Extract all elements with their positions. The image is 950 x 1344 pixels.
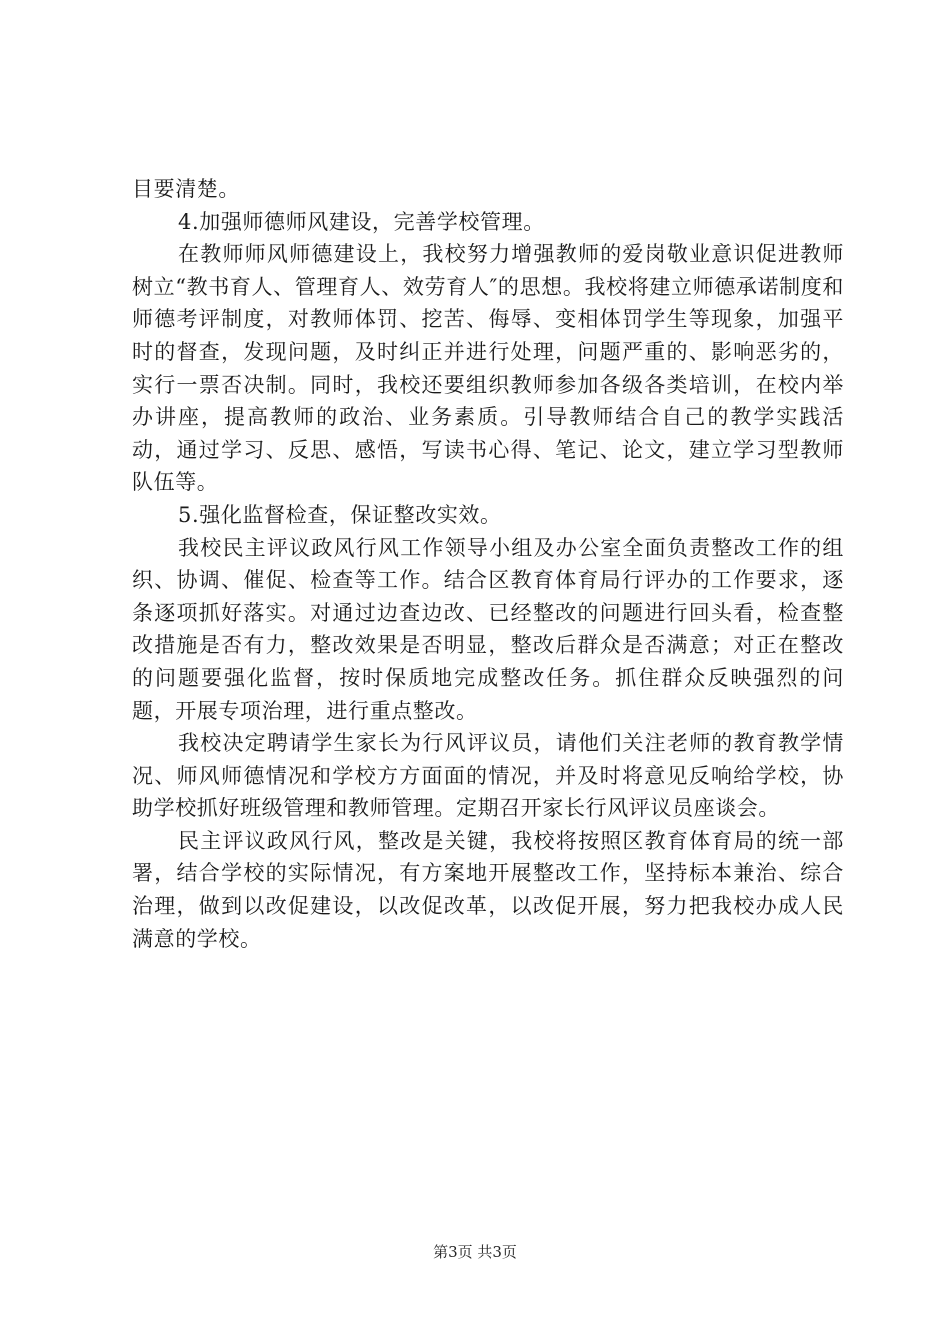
section-heading-4: 4.加强师德师风建设，完善学校管理。 bbox=[178, 209, 545, 234]
paragraph-supervision: 我校民主评议政风行风工作领导小组及办公室全面负责整改工作的组织、协调、催促、检查等工作。结合区教育体育局行评办的工作要求，逐条逐项抓好落实。对通过边查边改、已经整改的问题进行回头看，检查整改措施是否有力，整改效果是否明显，整改后群众是否满意；对正在整改的问题要强化监督，按时保质地完成整改任务。抓住群众反映强烈的问题，开展专项治理，进行重点整改。 bbox=[132, 535, 844, 723]
document-body bbox=[132, 173, 844, 955]
paragraph-conclusion: 民主评议政风行风，整改是关键，我校将按照区教育体育局的统一部署，结合学校的实际情况，有方案地开展整改工作，坚持标本兼治、综合治理，做到以改促建设，以改促改革，以改促开展，努力把我校办成人民满意的学校。 bbox=[132, 828, 844, 951]
paragraph-parent-reviewers: 我校决定聘请学生家长为行风评议员，请他们关注老师的教育教学情况、师风师德情况和学校方方面面的情况，并及时将意见反响给学校，协助学校抓好班级管理和教师管理。定期召开家长行风评议员座谈会。 bbox=[132, 731, 844, 821]
paragraph-teacher-ethics: 在教师师风师德建设上，我校努力增强教师的爱岗敬业意识促进教师树立“教书育人、管理育人、效劳育人″的思想。我校将建立师德承诺制度和师德考评制度，对教师体罚、挖苦、侮辱、变相体罚学生等现象，加强平时的督查，发现问题，及时纠正并进行处理，问题严重的、影响恶劣的，实行一票否决制。同时，我校还要组织教师参加各级各类培训，在校内举办讲座，提高教师的政治、业务素质。引导教师结合自己的教学实践活动，通过学习、反思、感悟，写读书心得、笔记、论文，建立学习型教师队伍等。 bbox=[132, 242, 844, 495]
section-heading-5: 5.强化监督检查，保证整改实效。 bbox=[178, 502, 502, 527]
paragraph-continuation: 目要清楚。 bbox=[132, 177, 240, 201]
page-number-footer: 第3页 共3页 bbox=[433, 1243, 517, 1261]
